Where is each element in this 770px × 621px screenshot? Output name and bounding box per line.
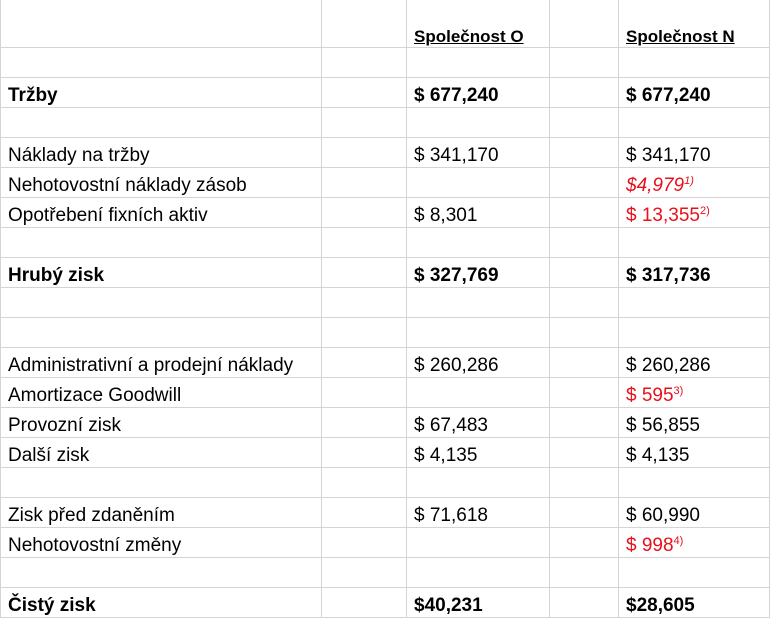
- net-profit-o[interactable]: $40,231: [414, 595, 483, 616]
- gross-profit-n[interactable]: $ 317,736: [626, 265, 711, 286]
- goodwill-n-value: $ 595: [626, 385, 674, 406]
- gross-profit-o[interactable]: $ 327,769: [414, 265, 499, 286]
- grid-hline: [0, 587, 770, 588]
- pretax-profit-n[interactable]: $ 60,990: [626, 505, 700, 526]
- row-label-operating-profit[interactable]: Provozní zisk: [8, 415, 121, 436]
- revenue-o[interactable]: $ 677,240: [414, 85, 499, 106]
- row-label-other-income[interactable]: Další zisk: [8, 445, 90, 466]
- header-company-o[interactable]: Společnost O: [414, 27, 524, 46]
- row-label-depreciation[interactable]: Opotřebení fixních aktiv: [8, 205, 208, 226]
- row-label-pretax-profit[interactable]: Zisk před zdaněním: [8, 505, 175, 526]
- grid-hline: [0, 347, 770, 348]
- row-label-admin-selling[interactable]: Administrativní a prodejní náklady: [8, 355, 294, 376]
- operating-profit-o[interactable]: $ 67,483: [414, 415, 488, 436]
- footnote-4: 4): [673, 535, 684, 547]
- grid-hline: [0, 317, 770, 318]
- grid-vline: [549, 0, 550, 618]
- footnote-2: 2): [699, 205, 710, 217]
- grid-vline: [618, 0, 619, 618]
- noncash-inventory-n-value: $4,979: [626, 175, 685, 196]
- row-label-noncash-changes[interactable]: Nehotovostní změny: [8, 535, 182, 556]
- cost-of-sales-o[interactable]: $ 341,170: [414, 145, 499, 166]
- header-company-n[interactable]: Společnost N: [626, 27, 735, 46]
- grid-hline: [0, 497, 770, 498]
- grid-hline: [0, 77, 770, 78]
- goodwill-n[interactable]: [626, 381, 683, 411]
- other-income-o[interactable]: $ 4,135: [414, 445, 478, 466]
- pretax-profit-o[interactable]: $ 71,618: [414, 505, 488, 526]
- noncash-changes-n-value: $ 998: [626, 535, 674, 556]
- row-label-net-profit[interactable]: Čistý zisk: [8, 595, 96, 616]
- grid-vline: [406, 0, 407, 618]
- grid-hline: [0, 257, 770, 258]
- row-label-cost-of-sales[interactable]: Náklady na tržby: [8, 145, 150, 166]
- row-label-noncash-inventory[interactable]: Nehotovostní náklady zásob: [8, 175, 247, 196]
- grid-hline: [0, 137, 770, 138]
- depreciation-n[interactable]: [626, 201, 710, 231]
- admin-selling-n[interactable]: $ 260,286: [626, 355, 711, 376]
- depreciation-n-value: $ 13,355: [626, 205, 700, 226]
- grid-vline: [0, 0, 1, 618]
- row-label-goodwill[interactable]: Amortizace Goodwill: [8, 385, 182, 406]
- grid-vline: [321, 0, 322, 618]
- row-label-gross-profit[interactable]: Hrubý zisk: [8, 265, 105, 286]
- noncash-changes-n[interactable]: [626, 531, 683, 561]
- cost-of-sales-n[interactable]: $ 341,170: [626, 145, 711, 166]
- net-profit-n[interactable]: $28,605: [626, 595, 695, 616]
- row-label-revenue[interactable]: Tržby: [8, 85, 58, 106]
- noncash-inventory-n[interactable]: [626, 171, 694, 201]
- other-income-n[interactable]: $ 4,135: [626, 445, 690, 466]
- revenue-n[interactable]: $ 677,240: [626, 85, 711, 106]
- operating-profit-n[interactable]: $ 56,855: [626, 415, 700, 436]
- footnote-1: 1): [684, 175, 694, 187]
- admin-selling-o[interactable]: $ 260,286: [414, 355, 499, 376]
- depreciation-o[interactable]: $ 8,301: [414, 205, 478, 226]
- footnote-3: 3): [673, 385, 684, 397]
